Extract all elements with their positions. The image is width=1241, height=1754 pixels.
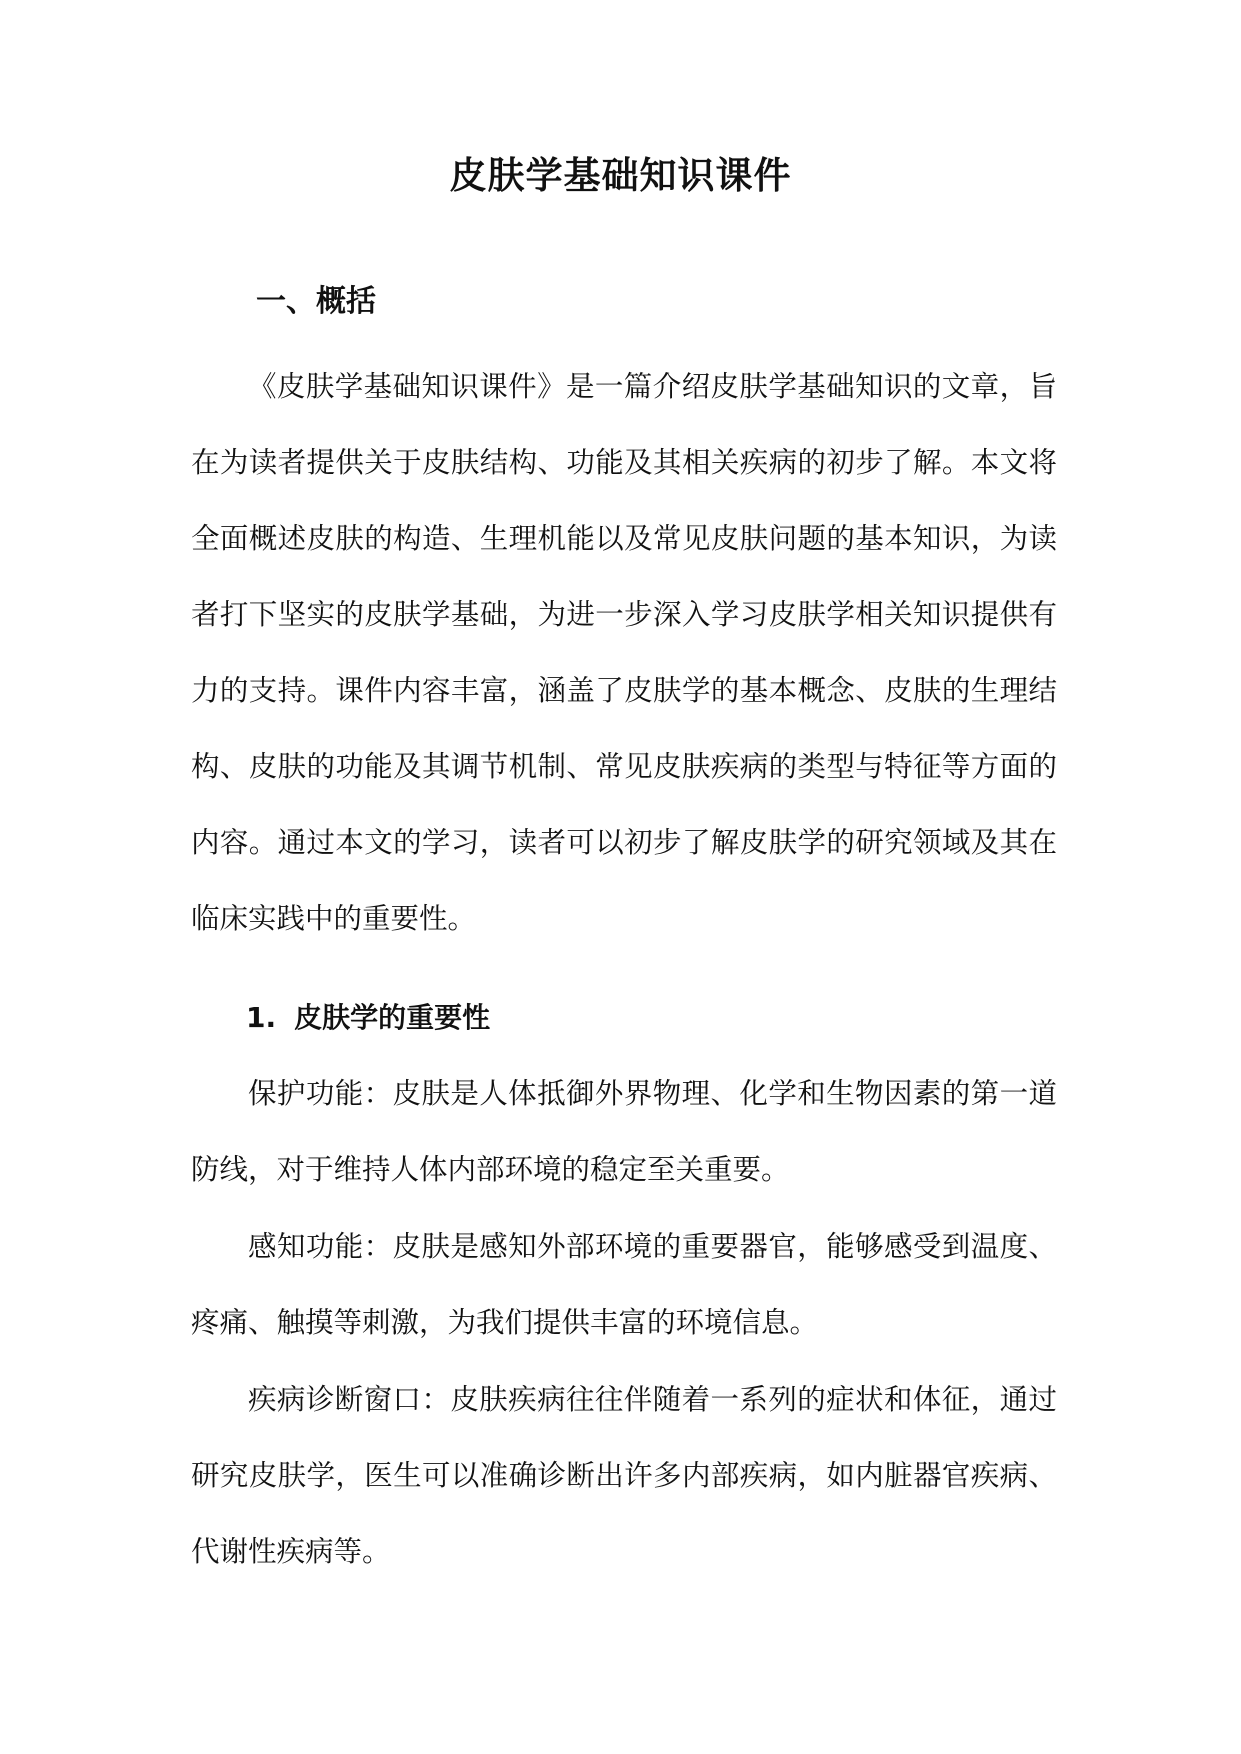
section-heading-overview: 一、概括 (256, 284, 376, 319)
paragraph-diagnosis-window: 疾病诊断窗口：皮肤疾病往往伴随着一系列的症状和体征，通过研究皮肤学，医生可以准确诊断出许多内部疾病，如内脏器官疾病、代谢性疾病等。 (191, 1383, 1057, 1568)
overview-paragraph: 《皮肤学基础知识课件》是一篇介绍皮肤学基础知识的文章，旨在为读者提供关于皮肤结构、功能及其相关疾病的初步了解。本文将全面概述皮肤的构造、生理机能以及常见皮肤问题的基本知识，为读者打下坚实的皮肤学基础，为进一步深入学习皮肤学相关知识提供有力的支持。课件内容丰富，涵盖了皮肤学的基本概念、皮肤的生理结构、皮肤的功能及其调节机制、常见皮肤疾病的类型与特征等方面的内容。通过本文的学习，读者可以初步了解皮肤学的研究领域及其在临床实践中的重要性。 (191, 370, 1057, 935)
paragraph-protection-function: 保护功能：皮肤是人体抵御外界物理、化学和生物因素的第一道防线，对于维持人体内部环境的稳定至关重要。 (191, 1077, 1057, 1186)
subsection-heading-text: 皮肤学的重要性 (294, 1001, 491, 1034)
paragraph-perception-function: 感知功能：皮肤是感知外部环境的重要器官，能够感受到温度、疼痛、触摸等刺激，为我们提供丰富的环境信息。 (191, 1230, 1057, 1339)
subsection-number: 1. (246, 1001, 277, 1034)
subsection-heading-importance (246, 996, 490, 1040)
document-title: 皮肤学基础知识课件 (449, 154, 792, 197)
